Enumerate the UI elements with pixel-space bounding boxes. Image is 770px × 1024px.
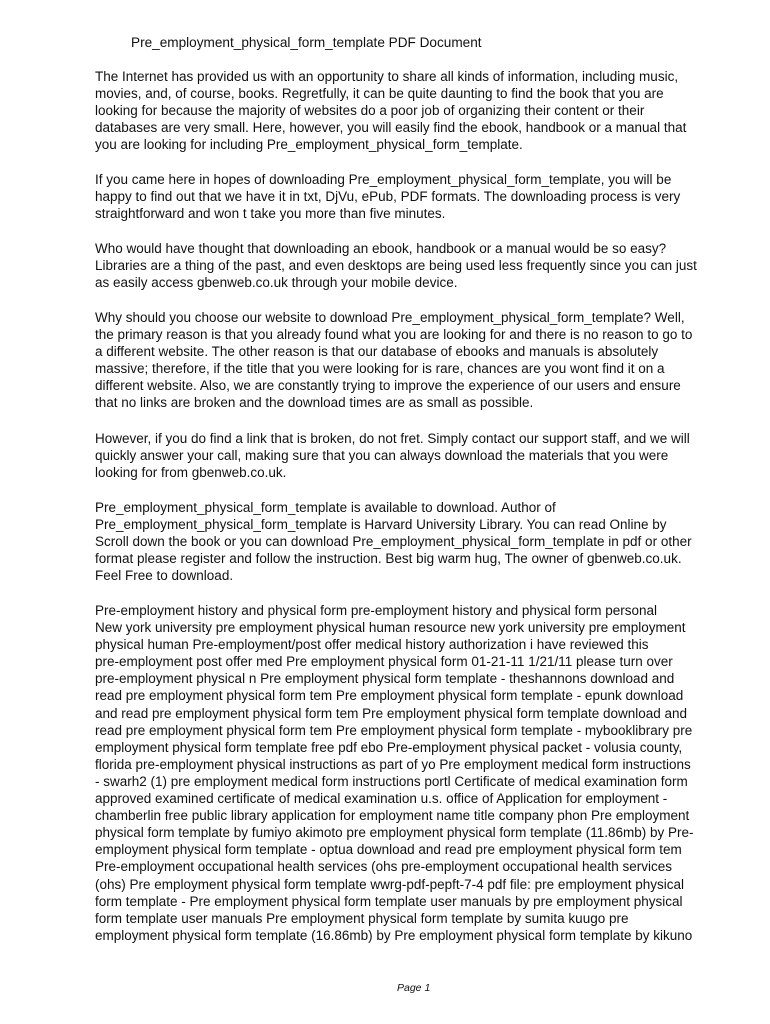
text-line: However, if you do find a link that is broken, do not fret. Simply contact our support staff, and we will	[95, 431, 690, 446]
text-line: you are looking for including Pre_employment_physical_form_template.	[95, 137, 523, 153]
text-line: form template - Pre employment physical form template user manuals by pre employment physical	[95, 893, 683, 909]
text-line: Pre-employment occupational health services (ohs pre-employment occupational health services	[95, 859, 673, 875]
text-line: databases are very small. Here, however, you will easily find the ebook, handbook or a manual that	[95, 120, 687, 136]
text-line: Pre_employment_physical_form_template is available to download. Author of	[95, 500, 556, 515]
text-line: florida pre-employment physical instructions as part of yo Pre employment medical form instructions	[95, 756, 691, 772]
text-line: Why should you choose our website to download Pre_employment_physical_form_template? Well,	[95, 310, 685, 325]
text-line: happy to find out that we have it in txt, DjVu, ePub, PDF formats. The downloading process is very	[95, 189, 681, 205]
text-line: Scroll down the book or you can download Pre_employment_physical_form_template in pdf or other	[95, 534, 692, 550]
text-line: - swarh2 (1) pre employment medical form instructions portl Certificate of medical examination form	[95, 773, 688, 789]
text-line: (ohs) Pre employment physical form template wwrg-pdf-pepft-7-4 pdf file: pre employment physical	[95, 876, 684, 892]
paragraph-availability	[95, 499, 745, 584]
text-line: employment physical form template free pdf ebo Pre-employment physical packet - volusia county,	[95, 739, 683, 755]
text-line: the primary reason is that you already found what you are looking for and there is no reason to go to	[95, 327, 693, 343]
text-line: Pre-employment history and physical form pre-employment history and physical form personal	[95, 603, 657, 618]
document-title: Pre_employment_physical_form_template PDF Document	[131, 35, 482, 50]
paragraph-broken-links	[95, 430, 745, 481]
text-line: pre-employment post offer med Pre employment physical form 01-21-11 1/21/11 please turn over	[95, 654, 673, 670]
text-line: movies, and, of course, books. Regretfully, it can be quite daunting to find the book that you are	[95, 86, 664, 102]
text-line: that no links are broken and the download times are as small as possible.	[95, 395, 534, 411]
text-line: Who would have thought that downloading an ebook, handbook or a manual would be so easy?	[95, 241, 667, 256]
paragraph-easy	[95, 240, 745, 291]
text-line: Pre_employment_physical_form_template is Harvard University Library. You can read Online by	[95, 517, 667, 533]
text-line: read pre employment physical form tem Pre employment physical form template - mybooklibrary pre	[95, 722, 693, 738]
text-line: employment physical form template - optua download and read pre employment physical form tem	[95, 842, 682, 858]
text-line: form template user manuals Pre employment physical form template by sumita kuugo pre	[95, 910, 629, 926]
text-line: massive; therefore, if the title that you were looking for is rare, chances are you wont find it on a	[95, 361, 665, 377]
text-line: employment physical form template (16.86mb) by Pre employment physical form template by kikuno	[95, 927, 693, 943]
paragraph-related-results	[95, 602, 745, 944]
paragraph-why-choose	[95, 309, 745, 412]
page-number: Page 1	[397, 982, 431, 994]
text-line: approved examined certificate of medical examination u.s. office of Application for employment -	[95, 791, 668, 807]
text-line: Libraries are a thing of the past, and even desktops are being used less frequently since you can just	[95, 258, 697, 274]
text-line: read pre employment physical form tem Pre employment physical form template - epunk download	[95, 688, 684, 704]
text-line: and read pre employment physical form tem Pre employment physical form template download and	[95, 705, 688, 721]
text-line: New york university pre employment physical human resource new york university pre employment	[95, 620, 686, 636]
text-line: The Internet has provided us with an opportunity to share all kinds of information, including music,	[95, 69, 679, 84]
text-line: quickly answer your call, making sure that you can always download the materials that you were	[95, 448, 669, 464]
paragraph-intro	[95, 68, 745, 153]
text-line: different website. Also, we are constantly trying to improve the experience of our users and ensure	[95, 378, 681, 394]
text-line: physical form template by fumiyo akimoto pre employment physical form template (11.86mb) by Pre-	[95, 825, 694, 841]
text-line: If you came here in hopes of downloading Pre_employment_physical_form_template, you will be	[95, 172, 672, 187]
text-line: pre-employment physical n Pre employment physical form template - theshannons download and	[95, 671, 675, 687]
text-line: looking for from gbenweb.co.uk.	[95, 465, 287, 481]
text-line: a different website. The other reason is that our database of ebooks and manuals is absolutely	[95, 344, 659, 360]
text-line: format please register and follow the instruction. Best big warm hug, The owner of gbenweb.co.uk.	[95, 551, 682, 567]
text-line: straightforward and won t take you more than five minutes.	[95, 206, 446, 222]
paragraph-formats	[95, 171, 745, 222]
text-line: looking for because the majority of websites do a poor job of organizing their content or their	[95, 103, 645, 119]
text-line: Feel Free to download.	[95, 568, 234, 584]
text-line: chamberlin free public library application for employment name title company phon Pre employment	[95, 808, 690, 824]
text-line: as easily access gbenweb.co.uk through your mobile device.	[95, 275, 458, 291]
text-line: physical human Pre-employment/post offer medical history authorization i have reviewed this	[95, 637, 649, 653]
